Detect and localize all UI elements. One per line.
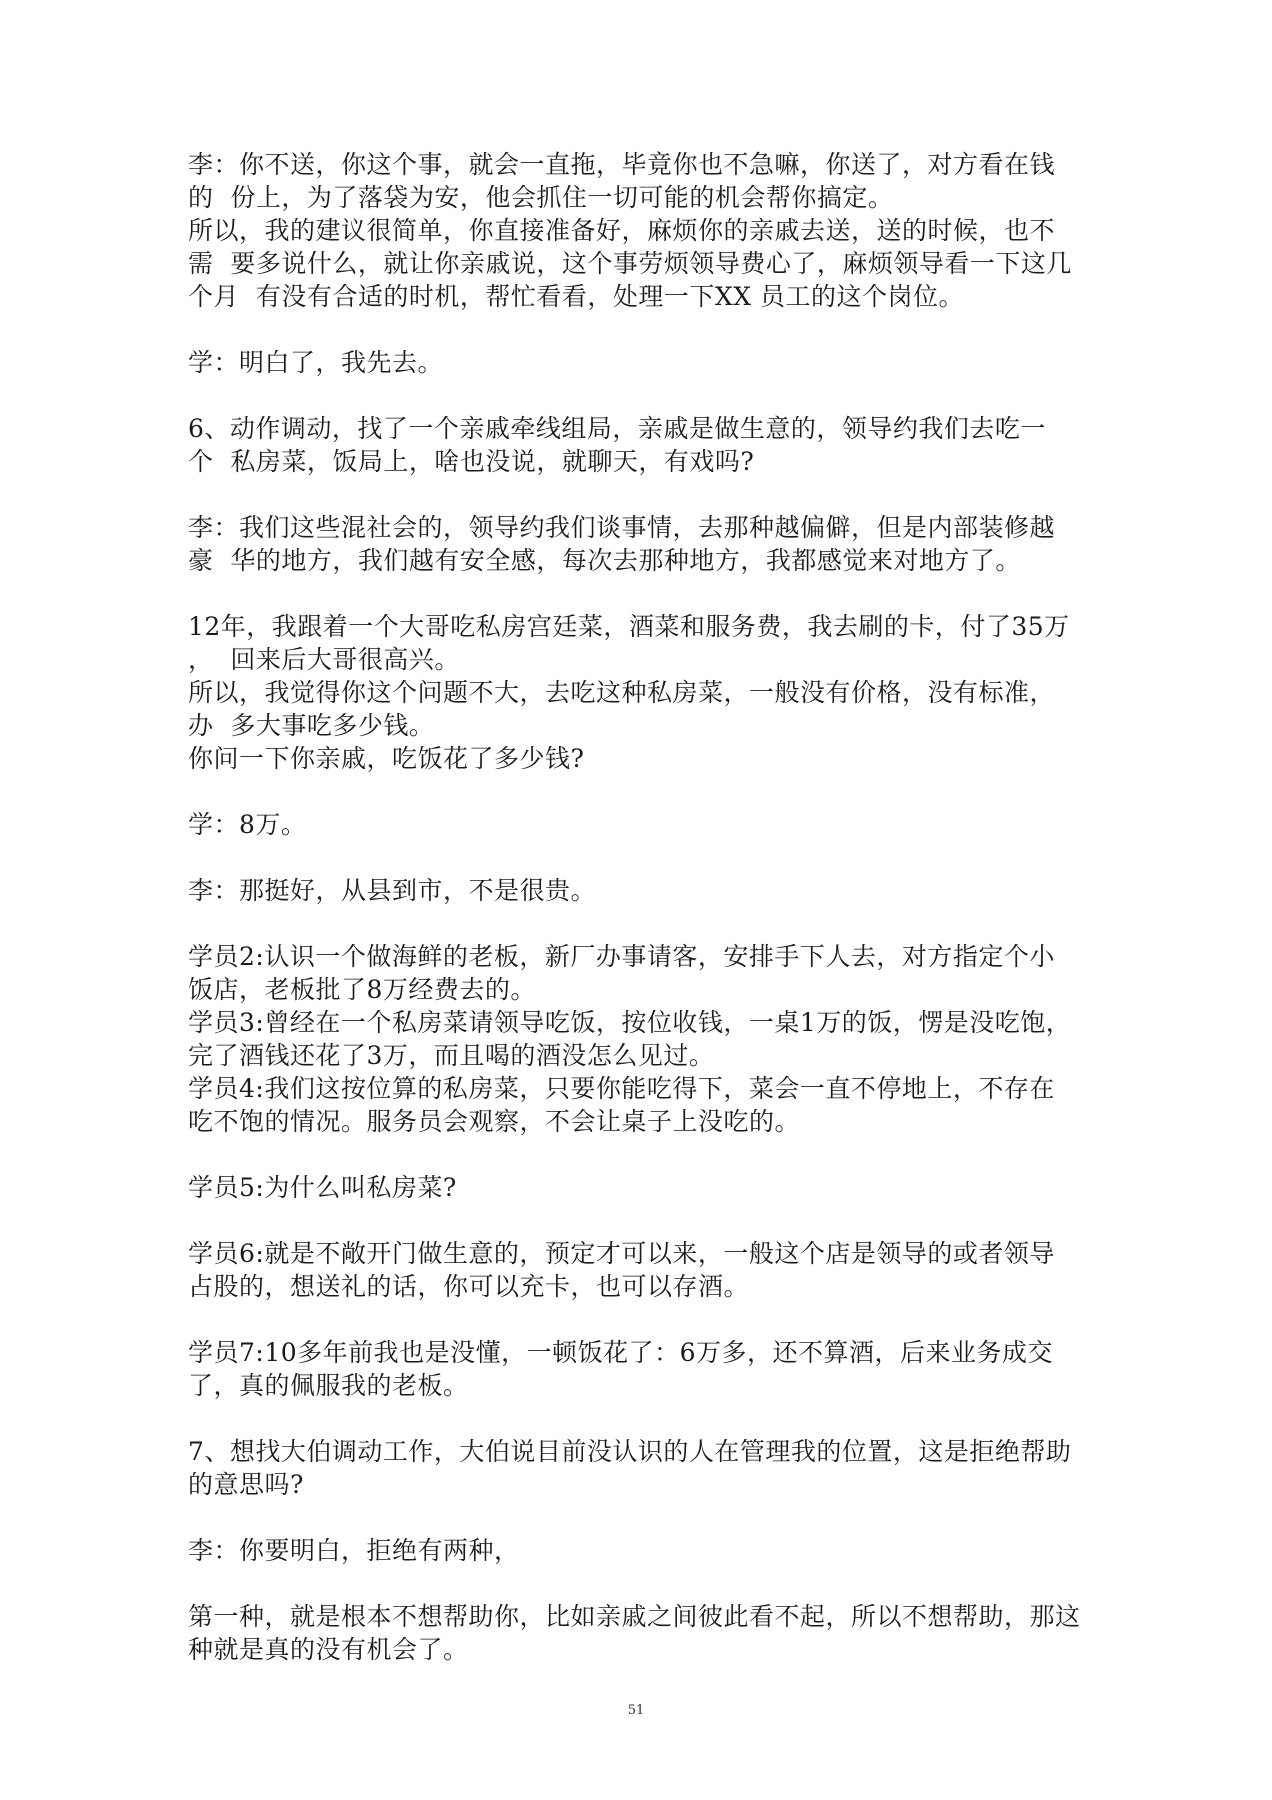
text-line: 学员7:10多年前我也是没懂，一顿饭花了：6万多，还不算酒，后来业务成交	[188, 1338, 1054, 1367]
text-line: 吃不饱的情况。服务员会观察，不会让桌子上没吃的。	[188, 1107, 801, 1136]
text-line: 李：你要明白，拒绝有两种，	[188, 1536, 520, 1565]
paragraph	[188, 148, 1072, 313]
paragraph	[188, 412, 1048, 478]
text-line: 李：我们这些混社会的，领导约我们谈事情，去那种越偏僻，但是内部装修越	[188, 513, 1056, 542]
text-line: 7、想找大伯调动工作，大伯说目前没认识的人在管理我的位置，这是拒绝帮助	[188, 1437, 1072, 1466]
document-body	[188, 148, 1081, 1699]
paragraph	[188, 1336, 1054, 1402]
paragraph	[188, 346, 1048, 379]
paragraph	[188, 1534, 1048, 1567]
text-line: 个月 有没有合适的时机，帮忙看看，处理一下XX 员工的这个岗位。	[188, 282, 964, 311]
text-line: 占股的，想送礼的话，你可以充卡，也可以存酒。	[188, 1272, 750, 1301]
paragraph	[188, 511, 1056, 577]
text-line: 的 份上，为了落袋为安，他会抓住一切可能的机会帮你搞定。	[188, 183, 894, 212]
text-line: 学：8万。	[188, 810, 307, 839]
page-number: 51	[627, 1703, 645, 1718]
text-line: 李：你不送，你这个事，就会一直拖，毕竟你也不急嘛，你送了，对方看在钱	[188, 150, 1056, 179]
paragraph	[188, 808, 1048, 841]
text-line: ， 回来后大哥很高兴。	[188, 645, 460, 674]
text-line: 所以，我的建议很简单，你直接准备好，麻烦你的亲戚去送，送的时候，也不	[188, 216, 1056, 245]
paragraph	[188, 1171, 1048, 1204]
text-line: 12年，我跟着一个大哥吃私房宫廷菜，酒菜和服务费，我去刷的卡，付了35万	[188, 612, 1070, 641]
text-line: 种就是真的没有机会了。	[188, 1635, 469, 1664]
text-line: 学员2:认识一个做海鲜的老板，新厂办事请客，安排手下人去，对方指定个小	[188, 942, 1055, 971]
paragraph	[188, 1237, 1055, 1303]
paragraph	[188, 874, 1048, 907]
text-line: 李：那挺好，从县到市，不是很贵。	[188, 876, 597, 905]
paragraph	[188, 1600, 1081, 1666]
text-line: 学员5:为什么叫私房菜?	[188, 1173, 457, 1202]
text-line: 豪 华的地方，我们越有安全感，每次去那种地方，我都感觉来对地方了。	[188, 546, 1021, 575]
text-line: 的意思吗?	[188, 1470, 304, 1499]
text-line: 学员3:曾经在一个私房菜请领导吃饭，按位收钱，一桌1万的饭，愣是没吃饱，	[188, 1008, 1072, 1037]
text-line: 所以，我觉得你这个问题不大，去吃这种私房菜，一般没有价格，没有标准，	[188, 678, 1056, 707]
text-line: 学：明白了，我先去。	[188, 348, 444, 377]
text-line: 6、动作调动，找了一个亲戚牵线组局，亲戚是做生意的，领导约我们去吃一	[188, 414, 1046, 443]
text-line: 你问一下你亲戚，吃饭花了多少钱?	[188, 744, 585, 773]
paragraph	[188, 1435, 1072, 1501]
text-line: 完了酒钱还花了3万，而且喝的酒没怎么见过。	[188, 1041, 715, 1070]
text-line: 饭店，老板批了8万经费去的。	[188, 975, 536, 1004]
text-line: 第一种，就是根本不想帮助你，比如亲戚之间彼此看不起，所以不想帮助，那这	[188, 1602, 1081, 1631]
text-line: 办 多大事吃多少钱。	[188, 711, 435, 740]
text-line: 学员4:我们这按位算的私房菜，只要你能吃得下，菜会一直不停地上，不存在	[188, 1074, 1055, 1103]
text-line: 需 要多说什么，就让你亲戚说，这个事劳烦领导费心了，麻烦领导看一下这几	[188, 249, 1072, 278]
paragraph	[188, 940, 1072, 1138]
text-line: 了，真的佩服我的老板。	[188, 1371, 469, 1400]
text-line: 学员6:就是不敞开门做生意的，预定才可以来，一般这个店是领导的或者领导	[188, 1239, 1055, 1268]
paragraph	[188, 610, 1070, 775]
text-line: 个 私房菜，饭局上，啥也没说，就聊天，有戏吗?	[188, 447, 755, 476]
